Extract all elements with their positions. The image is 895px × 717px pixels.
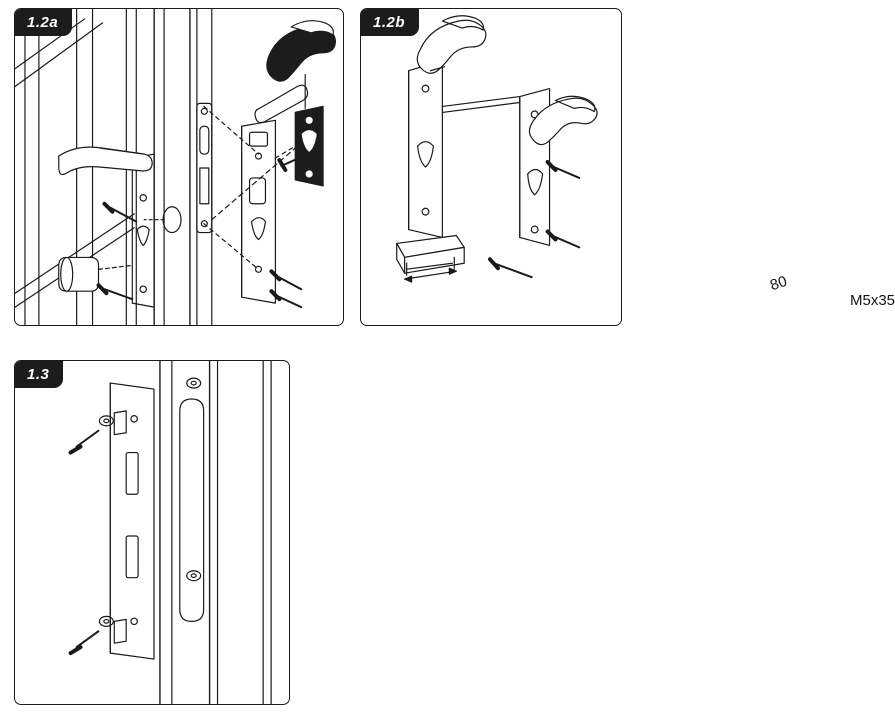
- screw-sample-m5x35: [490, 259, 532, 277]
- lock-faceplate-in-door: [197, 103, 212, 232]
- screw: [71, 631, 99, 653]
- mortise-lock-case: [242, 120, 276, 303]
- panel-1-2a: [14, 8, 344, 326]
- spindle-rose-near: [144, 207, 181, 233]
- washer: [187, 378, 201, 388]
- lever-handle-near-side: [59, 147, 152, 174]
- frame-rebate: [180, 399, 204, 621]
- screw: [548, 232, 580, 248]
- panel-1-3: [14, 360, 290, 705]
- screw: [99, 285, 133, 299]
- backplate-near-side: [132, 154, 154, 307]
- panel-1-2a-drawing: [15, 9, 343, 325]
- screw: [104, 204, 136, 222]
- screw: [71, 431, 99, 453]
- lever-handle-left: [417, 16, 486, 74]
- panel-label-1-2a: 1.2a: [15, 9, 72, 36]
- panel-1-2b: [360, 8, 895, 326]
- panel-label-1-3: 1.3: [15, 361, 63, 388]
- door-stile: [154, 9, 212, 325]
- backplate-far-side: [295, 106, 323, 185]
- cylinder-barrel: [59, 257, 133, 291]
- screw: [548, 162, 580, 178]
- backplate-left: [409, 61, 443, 238]
- dimension-label-80: 80: [768, 272, 790, 295]
- screw-spec-label: M5x35: [850, 292, 895, 309]
- panel-label-1-2b: 1.2b: [361, 9, 419, 36]
- washer: [187, 571, 201, 581]
- panel-1-2b-drawing: [361, 9, 621, 325]
- keep-rail-plate: [110, 383, 154, 659]
- frame-profile: [160, 361, 271, 704]
- spacer-block-80: [397, 235, 464, 275]
- panel-1-3-drawing: [15, 361, 289, 704]
- spindle-bar-left: [442, 97, 519, 113]
